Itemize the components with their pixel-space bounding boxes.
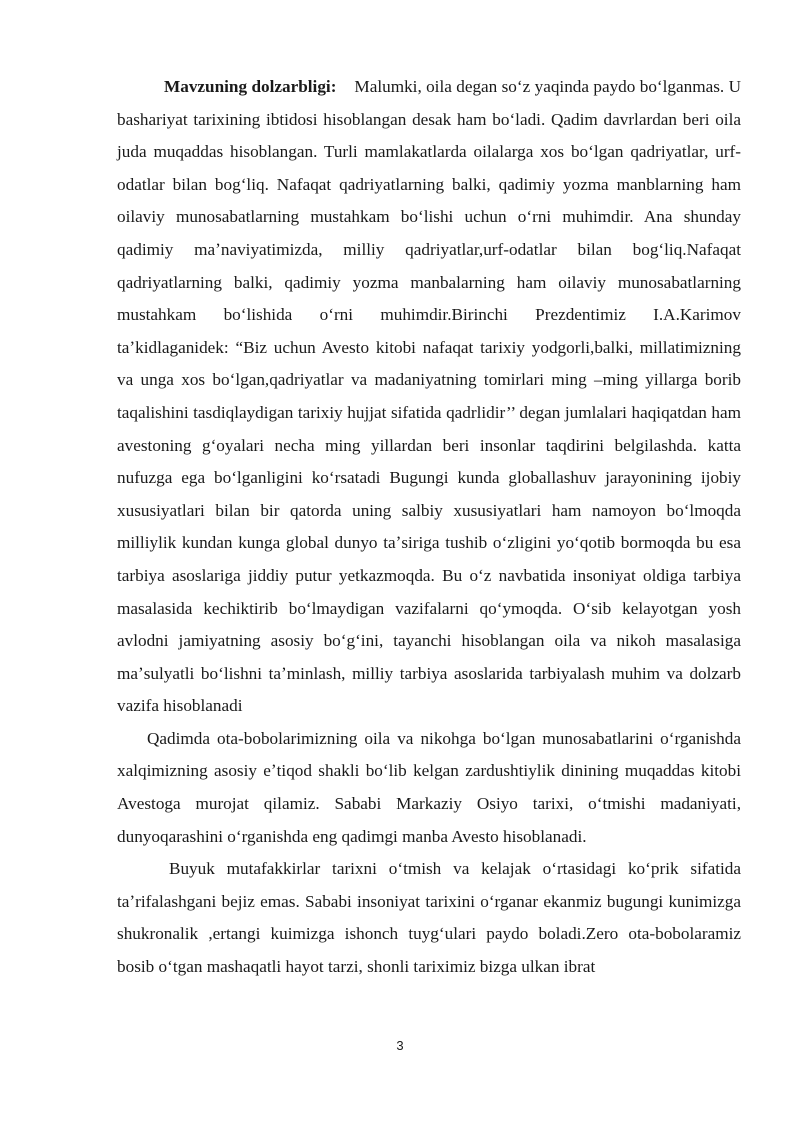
paragraph-history: [117, 853, 741, 983]
page-number: 3: [396, 1038, 404, 1053]
section-lead-heading: Mavzuning dolzarbligi:: [164, 77, 337, 96]
paragraph-text: Buyuk mutafakkirlar tarixni oʻtmish va kelajak oʻrtasidagi koʻprik sifatida taʼrifalashgani bejiz emas. Sababi insoniyat tarixini oʻrganar ekanmiz bugungi kunimizga shukronalik ,ertangi kuimizga ishonch tuygʻulari paydo boladi.Zero ota-bobolaramiz bosib oʻtgan mashaqatli hayot tarzi, shonli tariximiz bizga ulkan ibrat: [117, 859, 741, 977]
document-body: [117, 71, 741, 984]
paragraph-text: Malumki, oila degan soʻz yaqinda paydo boʻlganmas. U bashariyat tarixining ibtidosi hisoblangan desak ham boʻladi. Qadim davrlardan beri oila juda muqaddas hisoblangan. Turli mamlakatlarda oilalarga xos boʻlgan qadriyatlar, urf-odatlar bilan bogʻliq. Nafaqat qadriyatlarning balki, qadimiy yozma manblarning ham oilaviy munosabatlarning mustahkam boʻlishi uchun oʻrni muhimdir. Ana shunday qadimiy maʼnaviyatimizda, milliy qadriyatlar,urf-odatlar bilan bogʻliq.Nafaqat qadriyatlarning balki, qadimiy yozma manbalarning ham oilaviy munosabatlarning mustahkam boʻlishida oʻrni muhimdir.Birinchi Prezdentimiz I.A.Karimov taʼkidlaganidek: “Biz uchun Avesto kitobi nafaqat tarixiy yodgorli,balki, millatimizning va unga xos boʻlgan,qadriyatlar va madaniyatning tomirlari ming –ming yillarga borib taqalishini tasdiqlaydigan tarixiy hujjat sifatida qadrlidir’’ degan jumlalari haqiqatdan ham avestoning gʻoyalari necha ming yillardan beri insonlar taqdirini belgilashda. katta nufuzga ega boʻlganligini koʻrsatadi Bugungi kunda globallashuv jarayonining ijobiy xususiyatlari bilan bir qatorda uning salbiy xususiyatlari ham namoyon boʻlmoqda milliylik kundan kunga global dunyo taʼsiriga tushib oʻzligini yoʻqotib bormoqda bu esa tarbiya asoslariga jiddiy putur yetkazmoqda. Bu oʻz navbatida insoniyat oldiga tarbiya masalasida kechiktirib boʻlmaydigan vazifalarni qoʻymoqda. Oʻsib kelayotgan yosh avlodni jamiyatning asosiy boʻgʻini, tayanchi hisoblangan oila va nikoh masalasiga maʼsulyatli boʻlishni taʼminlash, milliy tarbiya asoslarida tarbiyalash muhim va dolzarb vazifa hisoblanadi: [117, 77, 741, 716]
paragraph-avesto: [117, 723, 741, 853]
paragraph-text: Qadimda ota-bobolarimizning oila va nikohga boʻlgan munosabatlarini oʻrganishda xalqimizning asosiy eʼtiqod shakli boʻlib kelgan zardushtiylik dinining muqaddas kitobi Avestoga murojat qilamiz. Sababi Markaziy Osiyo tarixi, oʻtmishi madaniyati, dunyoqarashini oʻrganishda eng qadimgi manba Avesto hisoblanadi.: [117, 728, 741, 846]
paragraph-relevance: [117, 71, 741, 723]
